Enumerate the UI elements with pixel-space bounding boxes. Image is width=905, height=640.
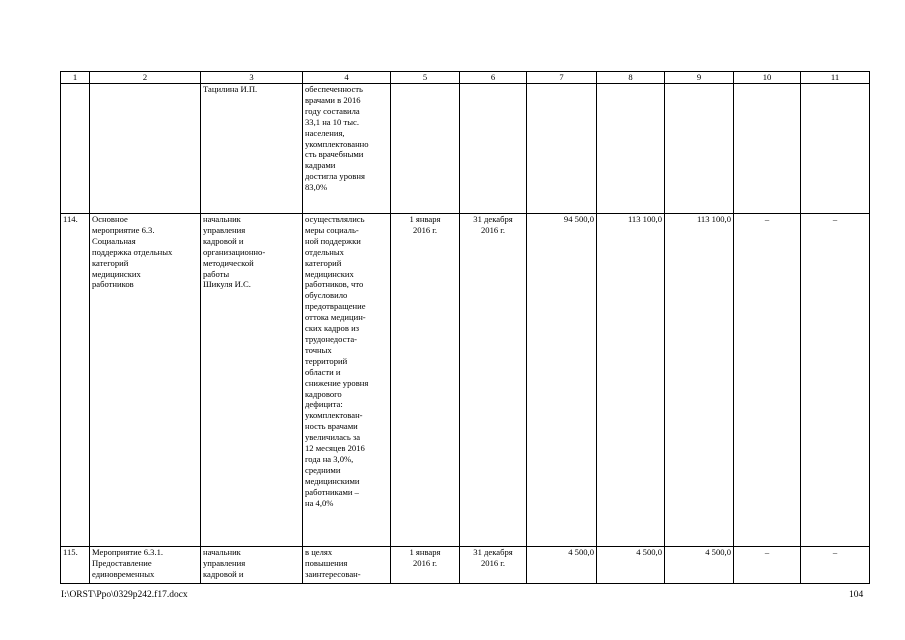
end-date [460, 84, 527, 214]
table-row [61, 84, 870, 214]
column-number-row [61, 72, 870, 84]
column-number: 7 [527, 72, 597, 84]
table-row [61, 214, 870, 547]
start-date: 1 января 2016 г. [391, 214, 460, 547]
column-number: 8 [597, 72, 665, 84]
value-col-10 [734, 84, 801, 214]
value-col-7: 4 500,0 [527, 547, 597, 584]
column-number: 11 [801, 72, 870, 84]
value-col-8: 113 100,0 [597, 214, 665, 547]
value-col-7 [527, 84, 597, 214]
column-number: 9 [665, 72, 734, 84]
column-number: 4 [303, 72, 391, 84]
row-number: 115. [61, 547, 90, 584]
measure-name: Основное мероприятие 6.3. Социальная поддержка отдельных категорий медицинских работников [90, 214, 201, 547]
value-col-11 [801, 84, 870, 214]
end-date: 31 декабря 2016 г. [460, 214, 527, 547]
end-date: 31 декабря 2016 г. [460, 547, 527, 584]
responsible-executor: Тацилина И.П. [201, 84, 303, 214]
responsible-executor: начальник управления кадровой и организационно- методической работы Шикуля И.С. [201, 214, 303, 547]
value-col-7: 94 500,0 [527, 214, 597, 547]
page-number: 104 [849, 590, 864, 600]
column-number: 6 [460, 72, 527, 84]
result-description: в целях повышения заинтересован- [303, 547, 391, 584]
value-col-11: – [801, 547, 870, 584]
column-number: 2 [90, 72, 201, 84]
value-col-9 [665, 84, 734, 214]
report-table [60, 71, 870, 584]
value-col-8: 4 500,0 [597, 547, 665, 584]
row-number: 114. [61, 214, 90, 547]
value-col-9: 113 100,0 [665, 214, 734, 547]
measure-name [90, 84, 201, 214]
value-col-10: – [734, 214, 801, 547]
column-number: 3 [201, 72, 303, 84]
value-col-8 [597, 84, 665, 214]
value-col-11: – [801, 214, 870, 547]
start-date: 1 января 2016 г. [391, 547, 460, 584]
row-number [61, 84, 90, 214]
file-path-footer: I:\ORST\Ppo\0329p242.f17.docx [61, 590, 188, 600]
value-col-9: 4 500,0 [665, 547, 734, 584]
column-number: 10 [734, 72, 801, 84]
column-number: 1 [61, 72, 90, 84]
measure-name: Мероприятие 6.3.1. Предоставление единовременных [90, 547, 201, 584]
column-number: 5 [391, 72, 460, 84]
value-col-10: – [734, 547, 801, 584]
result-description: осуществлялись меры социаль- ной поддержки отдельных категорий медицинских работников, что обусловило предотвращение оттока медицин- ских кадров из трудонедоста- точных территорий области и снижение уровня кадрового дефицита: укомплектован- ность врачами увеличилась за 12 месяцев 2016 года на 3,0%, средними медицинскими работниками – на 4,0% [303, 214, 391, 547]
responsible-executor: начальник управления кадровой и [201, 547, 303, 584]
result-description: обеспеченность врачами в 2016 году составила 33,1 на 10 тыс. населения, укомплектованно сть врачебными кадрами достигла уровня 83,0% [303, 84, 391, 214]
table-row [61, 547, 870, 584]
start-date [391, 84, 460, 214]
